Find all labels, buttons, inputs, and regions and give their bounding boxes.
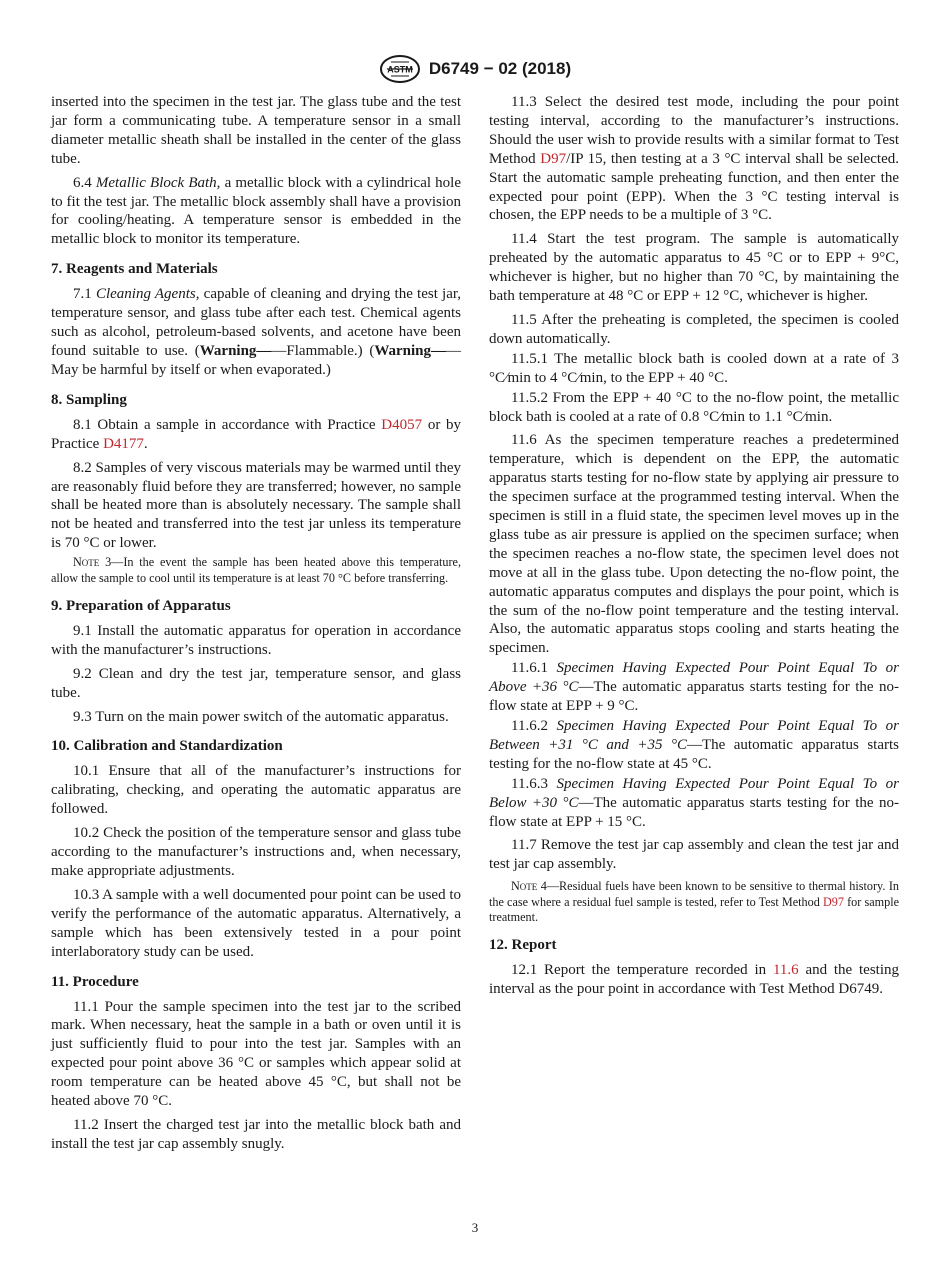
paragraph-9-3: 9.3 Turn on the main power switch of the automatic apparatus. <box>73 708 449 725</box>
paragraph-6-4: 6.4 Metallic Block Bath, a metallic block with a cylindrical hole to fit the test jar. The metallic block assembly shall have a provision for cooling/heating. A temperature sensor is embedded in the metallic block to monitor its temperature. <box>51 174 462 248</box>
link-section-11-6[interactable]: 11.6 <box>772 962 799 979</box>
paragraph-10-3: 10.3 A sample with a well documented pour point can be used to verify the performance of the automatic apparatus. Alternatively, a sample which has been extensively tested in a pour point interlaboratory study can be used. <box>51 886 461 960</box>
note-4: Note 4—Residual fuels have been known to be sensitive to thermal history. In the case where a residual fuel sample is tested, refer to Test Method D97 for sample treatment. <box>489 879 900 925</box>
paragraph-11-6: 11.6 As the specimen temperature reaches a predetermined temperature, which is dependent on the EPP, the automatic apparatus starts testing for no-flow state by applying air pressure to the specimen surface at the programmed testing interval. When the specimen is still in a fluid state, the specimen level moves up in the glass tube as air pressure is applied on the specimen surface; when the specimen reaches a no-flow state, the specimen level does not move at all in the glass tube. Upon detecting the no-flow point, the automatic apparatus computes and displays the pour point, which is the sum of the no-flow point temperature and the testing interval. Also, the automatic apparatus stops cooling and starts heating the specimen. <box>489 432 899 657</box>
section-heading-8: 8. Sampling <box>51 391 127 408</box>
paragraph-11-5-1: 11.5.1 The metallic block bath is cooled down at a rate of 3 °C⁄min to 4 °C⁄min, to the EPP + 40 °C. <box>489 350 899 386</box>
paragraph-9-2: 9.2 Clean and dry the test jar, temperature sensor, and glass tube. <box>51 665 461 701</box>
paragraph-11-1: 11.1 Pour the sample specimen into the test jar to the scribed mark. When necessary, heat the sample in a bath or oven until it is just sufficiently fluid to pour into the test jar. Samples with an expected pour point above 36 °C or samples which appear solid at room temperature can be heated above 45 °C, but shall not be heated above 70 °C. <box>51 998 461 1110</box>
page-header <box>0 54 950 84</box>
document-designation: D6749 − 02 (2018) <box>428 59 572 78</box>
paragraph-12-1: 12.1 Report the temperature recorded in 11.6 and the testing interval as the pour point in accordance with Test Method D6749. <box>489 962 900 998</box>
astm-logo-icon <box>379 54 421 84</box>
section-heading-9: 9. Preparation of Apparatus <box>51 597 231 614</box>
left-column <box>51 93 461 1159</box>
link-d97-note[interactable]: D97 <box>822 894 844 909</box>
paragraph-11-4: 11.4 Start the test program. The sample is automatically preheated by the automatic apparatus to 45 °C or to EPP + 9°C, whichever is higher, but no higher than 70 °C, by maintaining the bath temperature at 48 °C or EPP + 12 °C, whichever is higher. <box>489 231 899 305</box>
paragraph-10-1: 10.1 Ensure that all of the manufacturer’s instructions for calibrating, checking, and operating the automatic apparatus are followed. <box>51 763 461 818</box>
paragraph-11-3: 11.3 Select the desired test mode, including the pour point testing interval, according to the manufacturer’s instructions. Should the user wish to provide results with a similar format to Test Method D97/IP 15, then testing at a 3 °C interval shall be selected. Start the automatic sample preheating function, and then enter the expected pour point (EPP). When the 3 °C testing interval is chosen, the EPP needs to be a multiple of 3 °C. <box>489 94 899 224</box>
right-column <box>489 93 899 1004</box>
section-heading-11: 11. Procedure <box>51 973 139 990</box>
section-heading-12: 12. Report <box>489 937 557 954</box>
paragraph-11-6-3: 11.6.3 Specimen Having Expected Pour Point Equal To or Below +30 °C—The automatic apparatus starts testing for the no-flow state at EPP + 15 °C. <box>489 775 899 830</box>
paragraph-11-6-2: 11.6.2 Specimen Having Expected Pour Point Equal To or Between +31 °C and +35 °C—The automatic apparatus starts testing for the no-flow state at 45 °C. <box>489 718 899 772</box>
page-number: 3 <box>471 1220 479 1235</box>
paragraph-8-1: 8.1 Obtain a sample in accordance with Practice D4057 or by Practice D4177. <box>51 416 461 452</box>
link-d97[interactable]: D97 <box>540 150 567 167</box>
paragraph-9-1: 9.1 Install the automatic apparatus for operation in accordance with the manufacturer’s instructions. <box>51 622 461 658</box>
note-3: Note 3—In the event the sample has been heated above this temperature, allow the sample to cool until its temperature is at least 70 °C before transferring. <box>51 555 461 585</box>
paragraph-11-2: 11.2 Insert the charged test jar into the metallic block bath and install the test jar cap assembly snugly. <box>51 1116 461 1152</box>
paragraph-7-1: 7.1 Cleaning Agents, capable of cleaning and drying the test jar, temperature sensor, and glass tube after each test. Chemical agents such as alcohol, petroleum-based solvents, and acetone have been found suitable to use. (Warning——Flammable.) (Warning——May be harmful by itself or when evaporated.) <box>51 286 462 378</box>
paragraph-11-7: 11.7 Remove the test jar cap assembly and clean the test jar and test jar cap assembly. <box>489 837 899 873</box>
paragraph-11-5: 11.5 After the preheating is completed, the specimen is cooled down automatically. <box>489 311 899 347</box>
paragraph-8-2: 8.2 Samples of very viscous materials may be warmed until they are reasonably fluid before they are transferred; however, no sample shall be heated more than is absolutely necessary. The sample shall not be heated and transferred into the test jar unless its temperature is 70 °C or lower. <box>51 459 461 552</box>
paragraph-11-6-1: 11.6.1 Specimen Having Expected Pour Point Equal To or Above +36 °C—The automatic apparatus starts testing for the no-flow state at EPP + 9 °C. <box>489 660 899 715</box>
link-d4177[interactable]: D4177 <box>103 435 144 452</box>
paragraph-6-3-continued: inserted into the specimen in the test jar. The glass tube and the test jar form a communicating tube. A temperature sensor in a small diameter metallic sheath shall be installed in the center of the glass tube. <box>51 94 461 167</box>
section-heading-10: 10. Calibration and Standardization <box>51 738 283 755</box>
paragraph-10-2: 10.2 Check the position of the temperature sensor and glass tube according to the manufacturer’s instructions and, when necessary, make appropriate adjustments. <box>51 825 461 879</box>
svg-text:ASTM: ASTM <box>387 64 413 75</box>
link-d4057[interactable]: D4057 <box>381 416 423 433</box>
paragraph-11-5-2: 11.5.2 From the EPP + 40 °C to the no-flow point, the metallic block bath is cooled at a rate of 0.8 °C⁄min to 1.1 °C⁄min. <box>489 389 899 425</box>
section-heading-7: 7. Reagents and Materials <box>51 261 218 278</box>
